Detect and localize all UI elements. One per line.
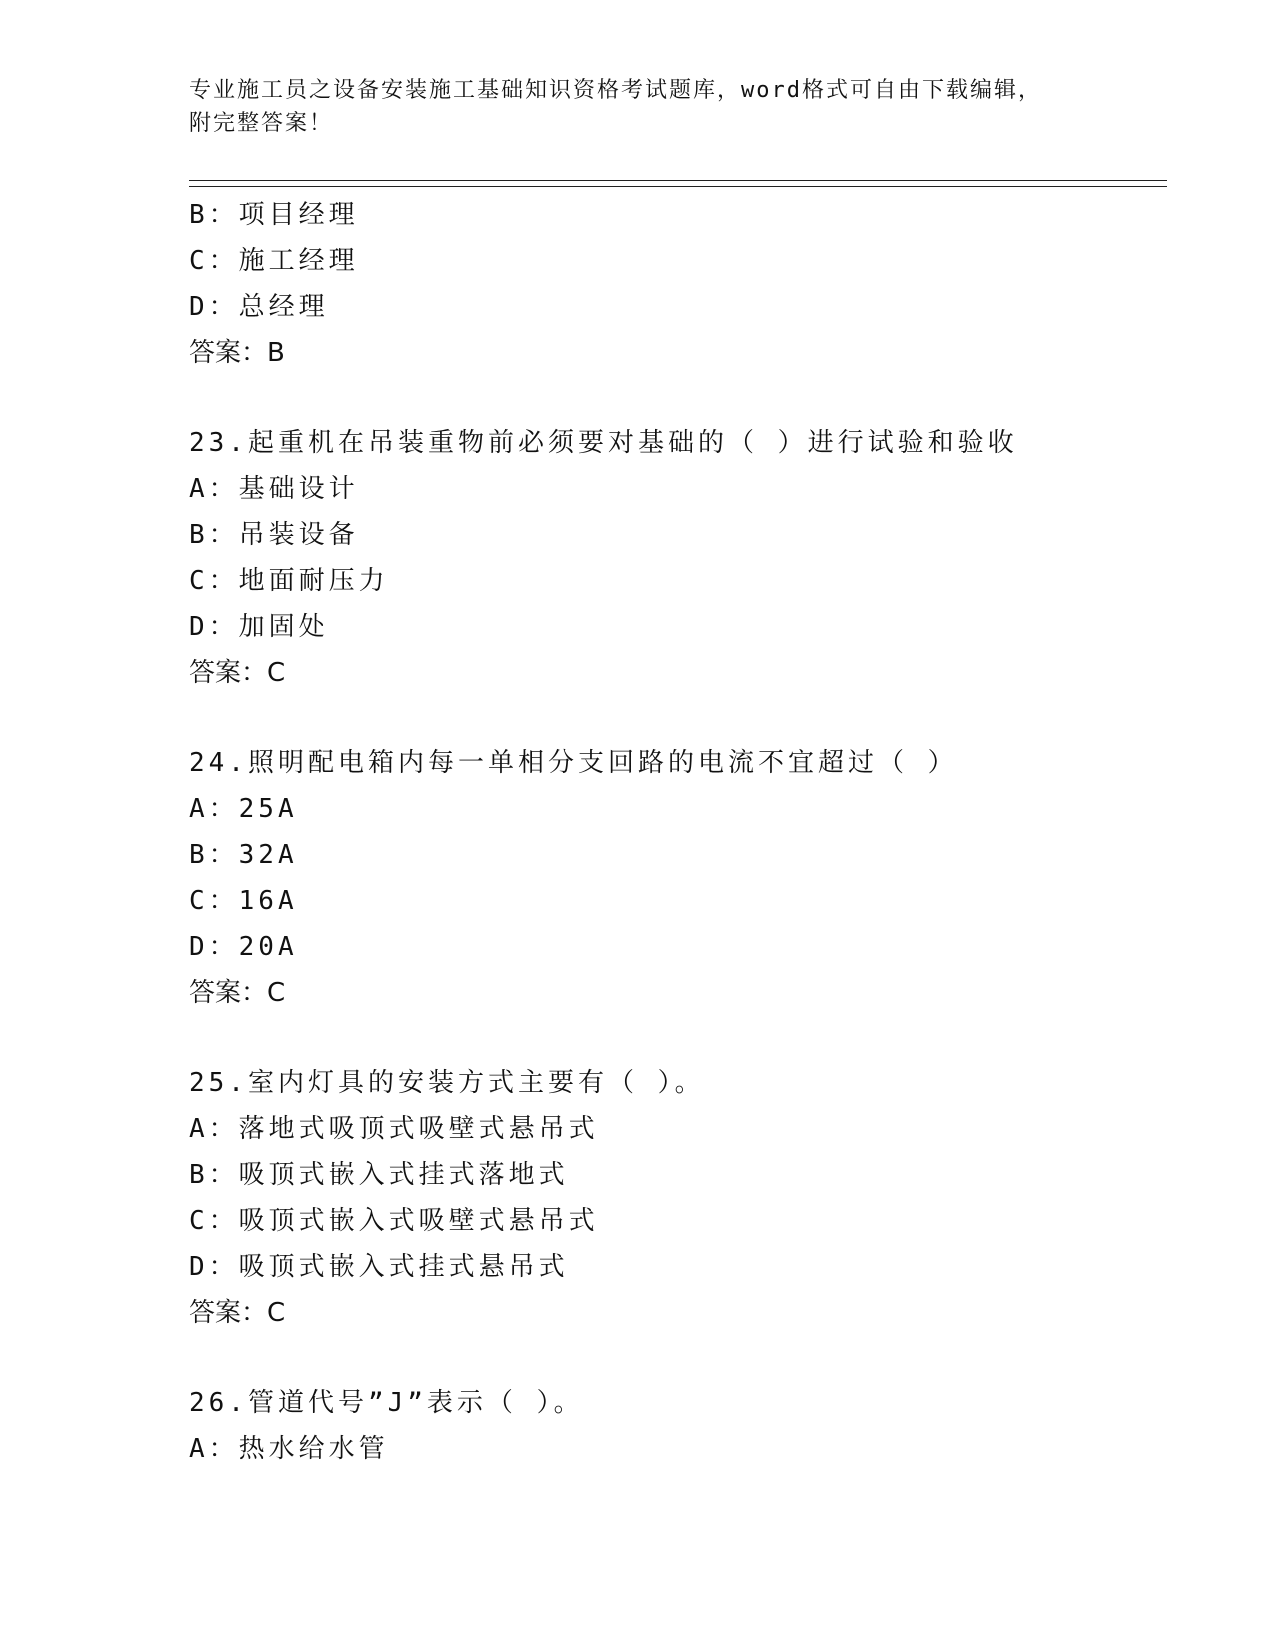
question-stem: 26.管道代号”J”表示（ ）。 [189, 1388, 584, 1418]
option-b: B：吊装设备 [189, 520, 359, 550]
option-a: A：热水给水管 [189, 1434, 389, 1464]
document-header [189, 74, 1069, 140]
question-stem: 23.起重机在吊装重物前必须要对基础的（ ）进行试验和验收 [189, 428, 1018, 458]
answer-line: 答案：C [189, 978, 286, 1008]
option-c: C：吸顶式嵌入式吸壁式悬吊式 [189, 1206, 599, 1236]
option-b: B：项目经理 [189, 200, 359, 230]
question-block-22 [189, 192, 1169, 376]
answer-line: 答案：B [189, 338, 285, 368]
option-a: A：落地式吸顶式吸壁式悬吊式 [189, 1114, 599, 1144]
header-line-1: 专业施工员之设备安装施工基础知识资格考试题库，word格式可自由下载编辑， [189, 78, 1042, 103]
header-divider-top [189, 180, 1167, 181]
option-a: A：25A [189, 794, 298, 824]
option-d: D：吸顶式嵌入式挂式悬吊式 [189, 1252, 569, 1282]
question-block-25 [189, 1060, 1169, 1336]
question-block-24 [189, 740, 1169, 1016]
question-list [189, 192, 1169, 1472]
option-d: D：20A [189, 932, 298, 962]
option-b: B：32A [189, 840, 298, 870]
option-c: C：16A [189, 886, 298, 916]
question-block-26 [189, 1380, 1169, 1472]
header-line-2: 附完整答案！ [189, 111, 334, 136]
question-stem: 24.照明配电箱内每一单相分支回路的电流不宜超过（ ） [189, 748, 958, 778]
answer-line: 答案：C [189, 658, 286, 688]
option-d: D：加固处 [189, 612, 329, 642]
option-a: A：基础设计 [189, 474, 359, 504]
answer-line: 答案：C [189, 1298, 286, 1328]
question-stem: 25.室内灯具的安装方式主要有（ ）。 [189, 1068, 705, 1098]
option-c: C：施工经理 [189, 246, 359, 276]
question-block-23 [189, 420, 1169, 696]
option-c: C：地面耐压力 [189, 566, 389, 596]
header-divider-bottom [189, 186, 1167, 187]
option-b: B：吸顶式嵌入式挂式落地式 [189, 1160, 569, 1190]
option-d: D：总经理 [189, 292, 329, 322]
